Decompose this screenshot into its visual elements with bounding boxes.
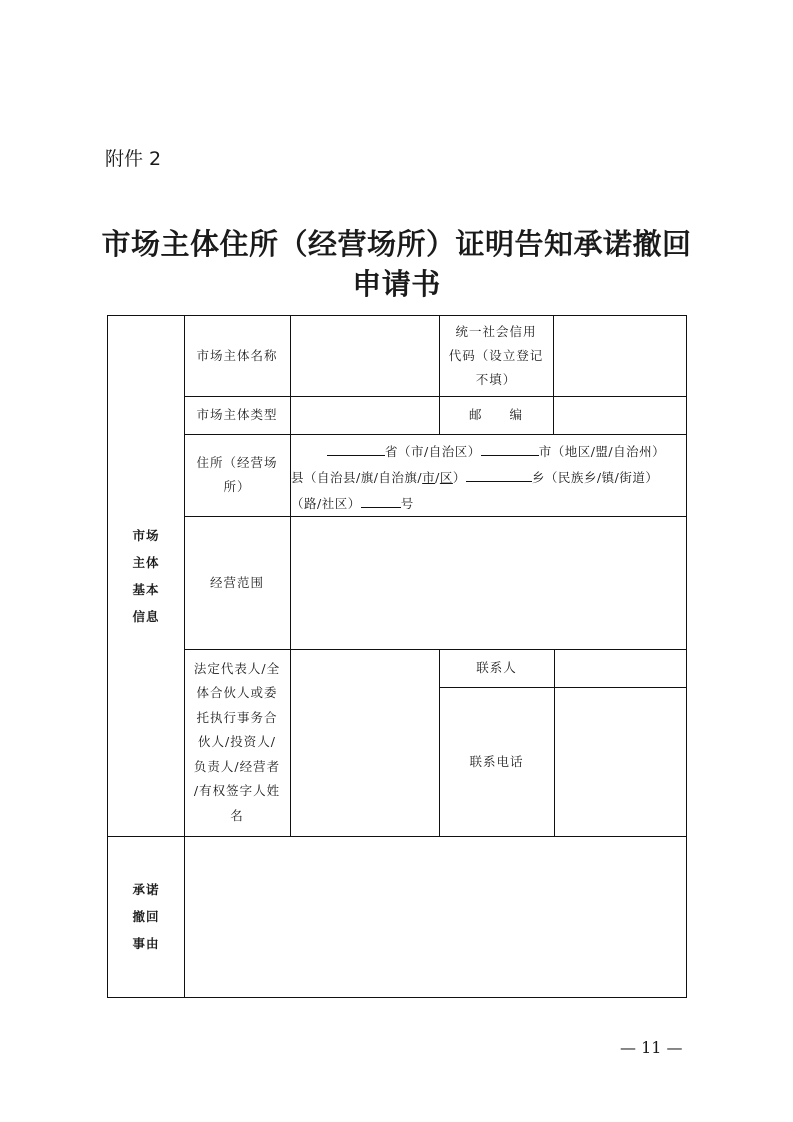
- section-basic-line: 基本: [132, 582, 160, 597]
- legal-rep-label-line: 负责人/经营者: [193, 758, 281, 774]
- city-suffix: 市（地区/盟/自治州）: [538, 444, 666, 459]
- legal-representative-field[interactable]: [291, 649, 439, 836]
- address-label-line: 住所（经营场: [196, 455, 278, 470]
- credit-code-label-line: 代码（设立登记: [448, 348, 544, 363]
- contact-person-label: 联系人: [476, 660, 517, 675]
- business-scope-label: 经营范围: [209, 574, 264, 590]
- withdrawal-reason-field[interactable]: [185, 837, 686, 997]
- section-reason-line: 撤回: [132, 909, 160, 924]
- legal-rep-label-line: 法定代表人/全: [193, 660, 281, 676]
- county-prefix: 县（自治县/旗/自治旗/: [291, 470, 423, 485]
- credit-code-field[interactable]: [554, 316, 686, 396]
- document-title: 市场主体住所（经营场所）证明告知承诺撤回: [101, 227, 692, 261]
- entity-type-field[interactable]: [291, 396, 439, 434]
- legal-rep-label-line: 托执行事务合: [196, 709, 278, 725]
- township-suffix: 乡（民族乡/镇/街道）: [531, 470, 659, 485]
- city-blank[interactable]: [481, 454, 539, 456]
- section-basic-line: 信息: [132, 609, 160, 624]
- address-label-line: 所）: [223, 479, 251, 494]
- document-title-line2: 申请书: [352, 267, 441, 301]
- credit-code-label: [439, 316, 553, 396]
- address-field: [291, 437, 686, 519]
- entity-name-label: 市场主体名称: [196, 348, 278, 363]
- postcode-label: 邮 编: [468, 407, 523, 422]
- province-suffix: 省（市/自治区）: [385, 444, 481, 459]
- legal-rep-label-line: 伙人/投资人/: [198, 734, 276, 750]
- province-blank[interactable]: [327, 454, 385, 456]
- section-reason-line: 事由: [132, 936, 160, 951]
- county-suffix: ）: [452, 470, 466, 485]
- number-suffix: 号: [400, 496, 414, 511]
- number-blank[interactable]: [361, 506, 401, 508]
- business-scope-field[interactable]: [291, 516, 686, 649]
- section-basic-info-label: [108, 316, 184, 836]
- legal-rep-label-line: /有权签字人姓: [193, 783, 281, 799]
- township-blank[interactable]: [466, 480, 532, 482]
- attachment-label: 附件 2: [105, 148, 162, 170]
- county-district-option: 区: [439, 470, 453, 485]
- contact-phone-label: 联系电话: [469, 753, 524, 769]
- address-label: [184, 434, 290, 516]
- legal-rep-label-line: 名: [230, 807, 244, 823]
- legal-representative-label: [184, 649, 290, 836]
- contact-person-field[interactable]: [555, 649, 686, 687]
- entity-type-label: 市场主体类型: [196, 407, 278, 422]
- credit-code-label-line: 统一社会信用: [455, 324, 537, 339]
- section-basic-line: 市场: [132, 528, 160, 543]
- section-reason-line: 承诺: [132, 882, 160, 897]
- page-number: — 11 —: [620, 1038, 683, 1057]
- county-slash: /: [435, 470, 440, 485]
- credit-code-label-line: 不填）: [475, 372, 517, 387]
- section-reason-label: [108, 836, 184, 997]
- county-city-option: 市: [422, 470, 436, 485]
- application-form-table: [107, 315, 687, 998]
- road-label: （路/社区）: [291, 496, 361, 511]
- contact-phone-field[interactable]: [555, 687, 686, 836]
- postcode-field[interactable]: [554, 396, 686, 434]
- section-basic-line: 主体: [132, 555, 160, 570]
- legal-rep-label-line: 体合伙人或委: [196, 685, 278, 701]
- entity-name-field[interactable]: [291, 316, 439, 396]
